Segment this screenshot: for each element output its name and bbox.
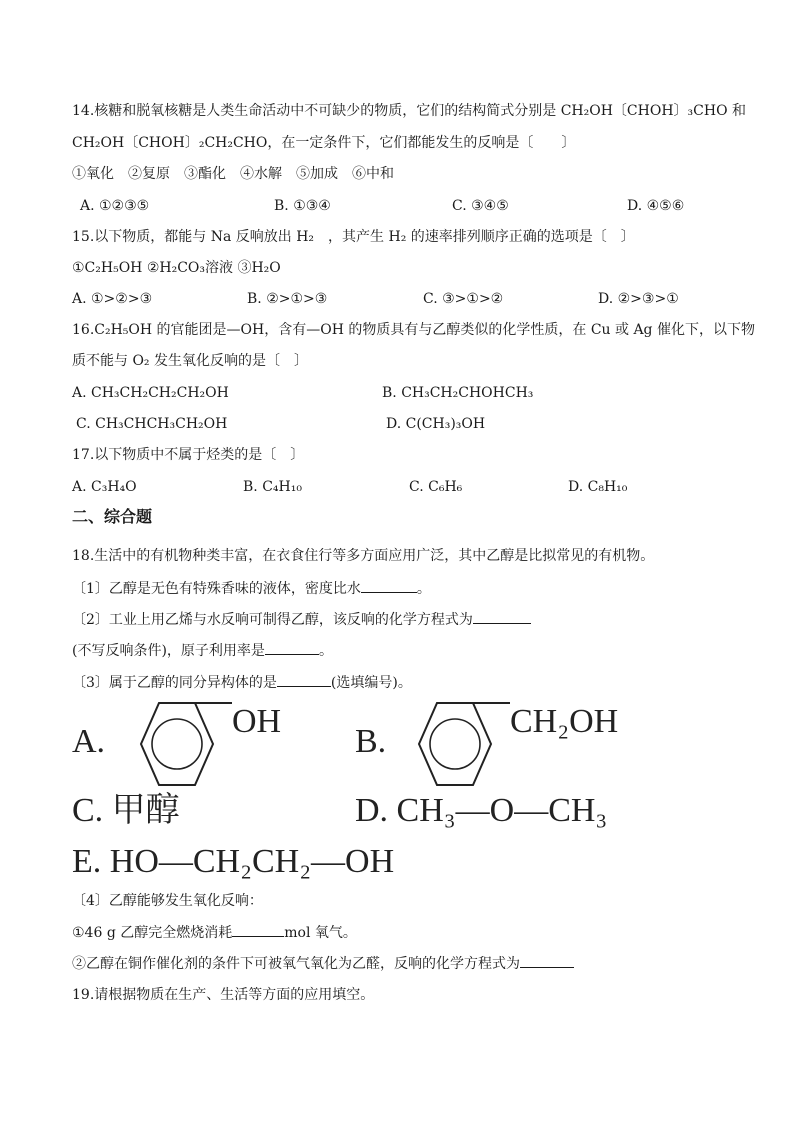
section-heading: 二、综合题 xyxy=(72,507,153,526)
q18-part2-text: 〔2〕工业上用乙烯与水反响可制得乙醇，该反响的化学方程式为 xyxy=(72,612,473,628)
structure-d: D. CH₃—O—CH₃ xyxy=(355,792,608,829)
q18-part4b xyxy=(72,953,574,974)
q16-option-d: D. C(CH₃)₃OH xyxy=(386,416,486,432)
q18-part2-cont xyxy=(72,640,333,661)
structure-e: E. HO—CH₂CH₂—OH xyxy=(72,843,395,880)
q14-option-c: C. ③④⑤ xyxy=(452,198,509,214)
q14-option-a: A. ①②③⑤ xyxy=(80,198,150,214)
q16-stem-line2: 质不能与 O₂ 发生氧化反响的是〔 〕 xyxy=(72,353,308,369)
q17-option-b: B. C₄H₁₀ xyxy=(243,479,302,495)
q14-option-d: D. ④⑤⑥ xyxy=(627,198,685,214)
q14-choice-list: ①氧化 ②复原 ③酯化 ④水解 ⑤加成 ⑥中和 xyxy=(72,166,394,182)
q14-option-b: B. ①③④ xyxy=(274,198,331,214)
q17-option-d: D. C₈H₁₀ xyxy=(568,479,628,495)
q19-stem: 19.请根据物质在生产、生活等方面的应用填空。 xyxy=(72,987,375,1003)
q18-part4a-text: ①46 g 乙醇完全燃烧消耗 xyxy=(72,925,233,941)
q18-part3-end: (选填编号)。 xyxy=(330,675,412,691)
answer-blank[interactable] xyxy=(520,953,574,968)
answer-blank[interactable] xyxy=(473,609,531,624)
q18-part4b-text: ②乙醇在铜作催化剂的条件下可被氧气氧化为乙醛，反响的化学方程式为 xyxy=(72,956,520,972)
q15-stem: 15.以下物质，都能与 Na 反响放出 H₂ ，其产生 H₂ 的速率排列顺序正确的选项是〔 〕 xyxy=(72,229,635,245)
q18-part1 xyxy=(72,578,431,599)
structure-b-letter: B. xyxy=(355,723,387,760)
q16-option-c: C. CH₃CHCH₃CH₂OH xyxy=(76,416,228,432)
answer-blank[interactable] xyxy=(361,578,417,593)
q17-option-c: C. C₆H₆ xyxy=(409,479,463,495)
structure-c: C. 甲醇 xyxy=(72,792,180,829)
structure-a-letter: A. xyxy=(72,723,106,760)
q18-part3 xyxy=(72,672,412,693)
q14-stem-line1: 14.核糖和脱氧核糖是人类生命活动中不可缺少的物质，它们的结构简式分别是 CH₂OH〔CHOH〕₃CHO 和 xyxy=(72,103,747,119)
q15-option-d: D. ②>③>① xyxy=(598,291,679,307)
q18-part4a-end: mol 氧气。 xyxy=(284,925,357,941)
answer-blank[interactable] xyxy=(277,672,331,687)
q16-option-a: A. CH₃CH₂CH₂CH₂OH xyxy=(72,385,229,401)
q15-substance-list: ①C₂H₅OH ②H₂CO₃溶液 ③H₂O xyxy=(72,260,281,276)
q18-part1-text: 〔1〕乙醇是无色有特殊香味的液体，密度比水 xyxy=(72,581,361,597)
q17-option-a: A. C₃H₄O xyxy=(72,479,137,495)
q17-stem: 17.以下物质中不属于烃类的是〔 〕 xyxy=(72,447,305,463)
q18-part2-cont-text: (不写反响条件)，原子利用率是 xyxy=(72,643,265,659)
structure-b-group: CH₂OH xyxy=(510,703,619,740)
answer-blank[interactable] xyxy=(265,640,319,655)
q15-option-a: A. ①>②>③ xyxy=(72,291,153,307)
q16-stem-line1: 16.C₂H₅OH 的官能团是—OH，含有—OH 的物质具有与乙醇类似的化学性质，在 Cu 或 Ag 催化下，以下物 xyxy=(72,322,755,338)
benzene-ring-icon xyxy=(126,700,236,790)
q16-option-b: B. CH₃CH₂CHOHCH₃ xyxy=(382,385,534,401)
q18-part3-text: 〔3〕属于乙醇的同分异构体的是 xyxy=(72,675,277,691)
q18-part1-end: 。 xyxy=(416,581,431,597)
q14-stem-line2: CH₂OH〔CHOH〕₂CH₂CHO，在一定条件下，它们都能发生的反响是〔 〕 xyxy=(72,135,576,151)
q15-option-b: B. ②>①>③ xyxy=(247,291,328,307)
q18-part4a xyxy=(72,922,357,943)
structure-a-hydroxyl: OH xyxy=(232,703,282,740)
benzene-ring-icon xyxy=(404,700,514,790)
q18-part2 xyxy=(72,609,531,630)
q18-part2-cont-end: 。 xyxy=(318,643,333,659)
q18-stem: 18.生活中的有机物种类丰富，在衣食住行等多方面应用广泛，其中乙醇是比拟常见的有机物。 xyxy=(72,548,655,564)
q18-part4: 〔4〕乙醇能够发生氧化反响： xyxy=(72,893,263,909)
answer-blank[interactable] xyxy=(232,922,284,937)
q15-option-c: C. ③>①>② xyxy=(423,291,504,307)
